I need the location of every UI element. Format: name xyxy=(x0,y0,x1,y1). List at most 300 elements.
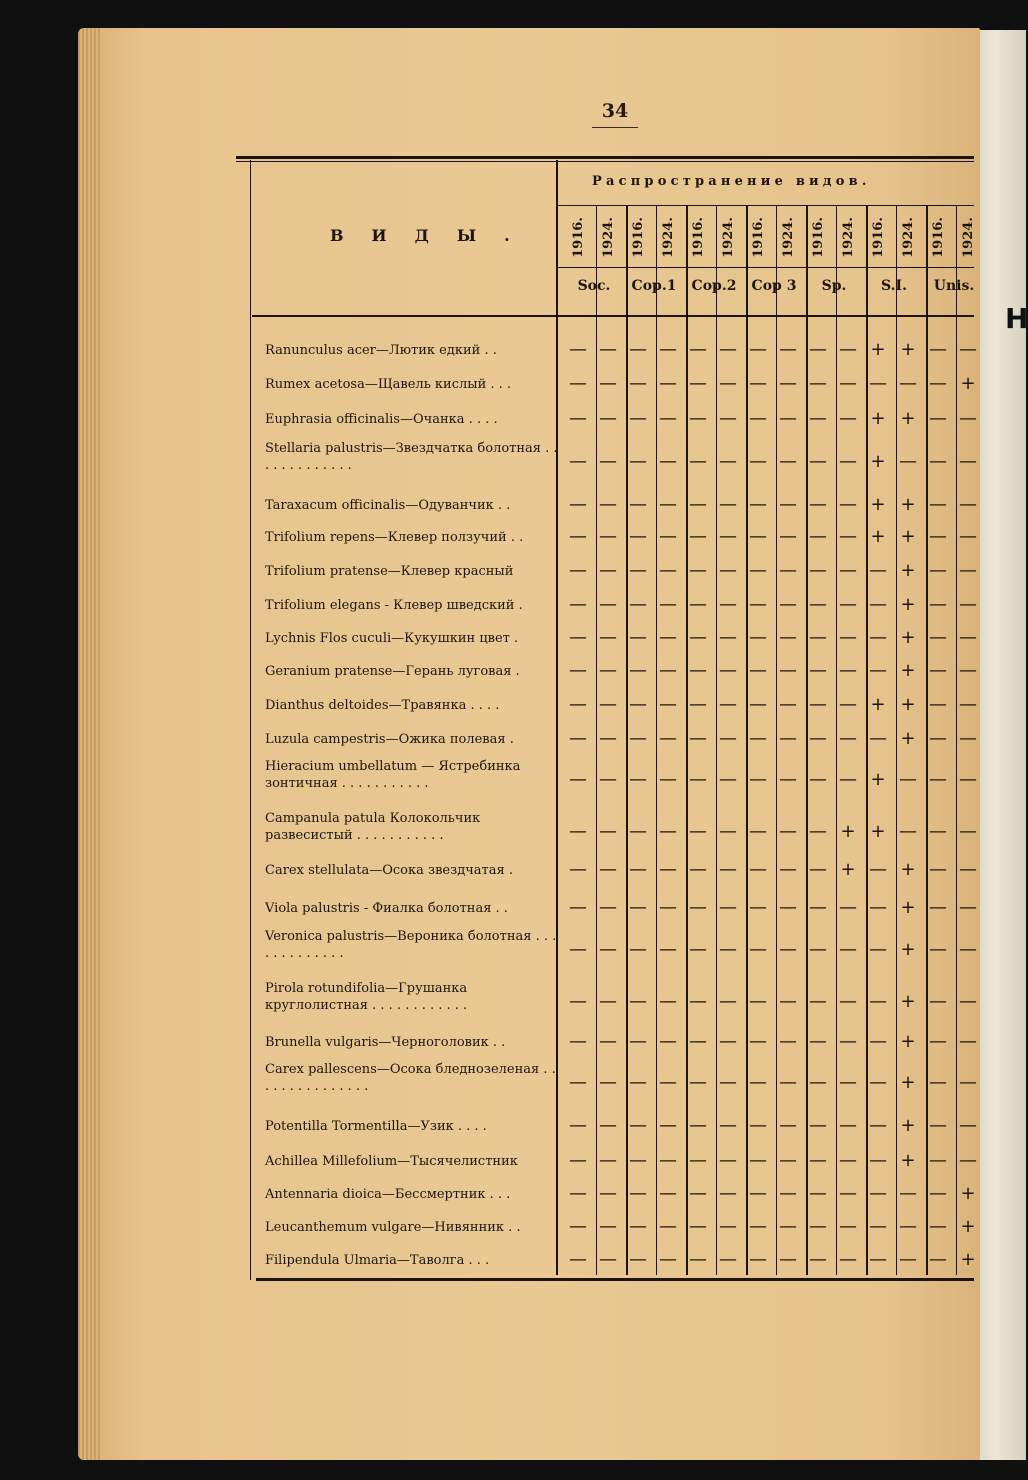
species-name: Stellaria palustris—Звездчатка болотная . . . . . . . . . . . . . xyxy=(265,441,558,473)
absence-mark: — xyxy=(629,694,647,715)
absence-mark: — xyxy=(749,660,767,681)
species-name: Geranium pratense—Герань луговая . xyxy=(265,664,520,679)
absence-mark: — xyxy=(569,1031,587,1052)
absence-mark: — xyxy=(929,728,947,749)
absence-mark: — xyxy=(719,660,737,681)
absence-mark: — xyxy=(839,728,857,749)
absence-mark: — xyxy=(839,1150,857,1171)
absence-mark: — xyxy=(749,526,767,547)
absence-mark: — xyxy=(599,660,617,681)
absence-mark: — xyxy=(569,728,587,749)
absence-mark: — xyxy=(569,373,587,394)
absence-mark: — xyxy=(689,627,707,648)
absence-mark: — xyxy=(809,859,827,880)
absence-mark: — xyxy=(719,1115,737,1136)
absence-mark: — xyxy=(959,991,977,1012)
presence-mark: + xyxy=(900,991,916,1012)
presence-mark: + xyxy=(900,594,916,615)
absence-mark: — xyxy=(599,859,617,880)
absence-mark: — xyxy=(839,897,857,918)
absence-mark: — xyxy=(779,408,797,429)
presence-mark: + xyxy=(840,821,856,842)
absence-mark: — xyxy=(809,494,827,515)
absence-mark: — xyxy=(959,1150,977,1171)
absence-mark: — xyxy=(689,1072,707,1093)
absence-mark: — xyxy=(809,728,827,749)
absence-mark: — xyxy=(749,991,767,1012)
absence-mark: — xyxy=(569,451,587,472)
absence-mark: — xyxy=(719,897,737,918)
absence-mark: — xyxy=(569,526,587,547)
presence-mark: + xyxy=(900,1072,916,1093)
absence-mark: — xyxy=(779,897,797,918)
absence-mark: — xyxy=(629,939,647,960)
absence-mark: — xyxy=(659,594,677,615)
presence-mark: + xyxy=(900,897,916,918)
absence-mark: — xyxy=(719,373,737,394)
absence-mark: — xyxy=(629,1150,647,1171)
absence-mark: — xyxy=(929,694,947,715)
column-divider xyxy=(656,205,657,1275)
absence-mark: — xyxy=(809,1115,827,1136)
absence-mark: — xyxy=(779,821,797,842)
species-name: Antennaria dioica—Бессмертник . . . xyxy=(265,1187,511,1202)
absence-mark: — xyxy=(869,1031,887,1052)
absence-mark: — xyxy=(929,339,947,360)
presence-mark: + xyxy=(900,939,916,960)
absence-mark: — xyxy=(869,1072,887,1093)
presence-mark: + xyxy=(900,526,916,547)
absence-mark: — xyxy=(929,627,947,648)
absence-mark: — xyxy=(779,1249,797,1270)
absence-mark: — xyxy=(719,1031,737,1052)
absence-mark: — xyxy=(959,594,977,615)
species-name: Veronica palustris—Вероника болотная . . . . . . . . . . . . . xyxy=(265,929,557,961)
absence-mark: — xyxy=(929,897,947,918)
absence-mark: — xyxy=(959,660,977,681)
absence-mark: — xyxy=(569,660,587,681)
absence-mark: — xyxy=(779,560,797,581)
absence-mark: — xyxy=(929,1249,947,1270)
presence-mark: + xyxy=(900,660,916,681)
absence-mark: — xyxy=(569,339,587,360)
absence-mark: — xyxy=(749,594,767,615)
absence-mark: — xyxy=(869,728,887,749)
absence-mark: — xyxy=(959,627,977,648)
absence-mark: — xyxy=(839,408,857,429)
absence-mark: — xyxy=(839,339,857,360)
absence-mark: — xyxy=(779,1072,797,1093)
year-label xyxy=(628,207,648,267)
absence-mark: — xyxy=(689,859,707,880)
year-text: 1924. xyxy=(600,216,616,258)
species-name: Euphrasia officinalis—Очанка . . . . xyxy=(265,412,498,427)
absence-mark: — xyxy=(959,1072,977,1093)
absence-mark: — xyxy=(659,1115,677,1136)
absence-mark: — xyxy=(929,1072,947,1093)
year-text: 1924. xyxy=(900,216,916,258)
page-number: 34 xyxy=(601,100,629,122)
absence-mark: — xyxy=(659,1249,677,1270)
absence-mark: — xyxy=(809,1072,827,1093)
absence-mark: — xyxy=(569,1216,587,1237)
absence-mark: — xyxy=(839,1031,857,1052)
abundance-group-label: S.I. xyxy=(881,278,907,294)
absence-mark: — xyxy=(929,1183,947,1204)
absence-mark: — xyxy=(599,1216,617,1237)
absence-mark: — xyxy=(599,1072,617,1093)
column-divider xyxy=(896,205,897,1275)
absence-mark: — xyxy=(899,769,917,790)
absence-mark: — xyxy=(929,373,947,394)
absence-mark: — xyxy=(689,939,707,960)
year-label xyxy=(658,207,678,267)
year-text: 1916. xyxy=(870,216,886,258)
species-name: Taraxacum officinalis—Одуванчик . . xyxy=(265,498,511,513)
absence-mark: — xyxy=(839,1216,857,1237)
presence-mark: + xyxy=(900,728,916,749)
table-top-rule xyxy=(236,156,974,159)
absence-mark: — xyxy=(809,408,827,429)
absence-mark: — xyxy=(959,526,977,547)
column-divider xyxy=(596,205,597,1275)
absence-mark: — xyxy=(959,728,977,749)
absence-mark: — xyxy=(959,821,977,842)
absence-mark: — xyxy=(719,408,737,429)
page-edges xyxy=(78,28,102,1460)
year-label xyxy=(718,207,738,267)
absence-mark: — xyxy=(689,373,707,394)
absence-mark: — xyxy=(659,728,677,749)
year-text: 1924. xyxy=(660,216,676,258)
absence-mark: — xyxy=(869,660,887,681)
absence-mark: — xyxy=(569,991,587,1012)
absence-mark: — xyxy=(779,991,797,1012)
absence-mark: — xyxy=(659,1183,677,1204)
absence-mark: — xyxy=(569,1115,587,1136)
absence-mark: — xyxy=(749,1072,767,1093)
absence-mark: — xyxy=(689,728,707,749)
absence-mark: — xyxy=(569,408,587,429)
absence-mark: — xyxy=(569,627,587,648)
absence-mark: — xyxy=(959,769,977,790)
absence-mark: — xyxy=(719,560,737,581)
year-label xyxy=(688,207,708,267)
presence-mark: + xyxy=(900,627,916,648)
presence-mark: + xyxy=(870,526,886,547)
absence-mark: — xyxy=(779,339,797,360)
absence-mark: — xyxy=(899,1183,917,1204)
absence-mark: — xyxy=(929,859,947,880)
absence-mark: — xyxy=(779,728,797,749)
absence-mark: — xyxy=(629,1115,647,1136)
absence-mark: — xyxy=(809,560,827,581)
absence-mark: — xyxy=(749,451,767,472)
year-text: 1916. xyxy=(630,216,646,258)
absence-mark: — xyxy=(839,494,857,515)
absence-mark: — xyxy=(809,594,827,615)
presence-mark: + xyxy=(960,373,976,394)
absence-mark: — xyxy=(599,991,617,1012)
species-name: Carex stellulata—Осока звездчатая . xyxy=(265,863,513,878)
species-name: Trifolium pratense—Клевер красный xyxy=(265,564,514,579)
absence-mark: — xyxy=(809,769,827,790)
year-text: 1916. xyxy=(930,216,946,258)
absence-mark: — xyxy=(749,821,767,842)
facing-page xyxy=(975,30,1026,1460)
absence-mark: — xyxy=(839,694,857,715)
absence-mark: — xyxy=(689,660,707,681)
absence-mark: — xyxy=(779,627,797,648)
absence-mark: — xyxy=(689,769,707,790)
year-label xyxy=(928,207,948,267)
absence-mark: — xyxy=(779,1183,797,1204)
absence-mark: — xyxy=(659,339,677,360)
absence-mark: — xyxy=(629,494,647,515)
absence-mark: — xyxy=(749,1183,767,1204)
absence-mark: — xyxy=(719,694,737,715)
absence-mark: — xyxy=(569,769,587,790)
absence-mark: — xyxy=(959,859,977,880)
year-label xyxy=(838,207,858,267)
absence-mark: — xyxy=(779,494,797,515)
absence-mark: — xyxy=(659,526,677,547)
species-name: Achillea Millefolium—Тысячелистник xyxy=(265,1154,518,1169)
absence-mark: — xyxy=(629,769,647,790)
species-column-heading: ВИДЫ. xyxy=(330,226,538,245)
absence-mark: — xyxy=(569,1183,587,1204)
absence-mark: — xyxy=(869,627,887,648)
absence-mark: — xyxy=(719,728,737,749)
absence-mark: — xyxy=(779,373,797,394)
absence-mark: — xyxy=(629,859,647,880)
absence-mark: — xyxy=(929,1216,947,1237)
absence-mark: — xyxy=(929,408,947,429)
absence-mark: — xyxy=(839,526,857,547)
absence-mark: — xyxy=(659,939,677,960)
absence-mark: — xyxy=(719,451,737,472)
absence-mark: — xyxy=(809,1150,827,1171)
absence-mark: — xyxy=(839,991,857,1012)
presence-mark: + xyxy=(900,1031,916,1052)
abundance-group-label: Soc. xyxy=(577,278,611,294)
absence-mark: — xyxy=(959,451,977,472)
year-text: 1916. xyxy=(810,216,826,258)
absence-mark: — xyxy=(809,451,827,472)
absence-mark: — xyxy=(629,1072,647,1093)
absence-mark: — xyxy=(809,1216,827,1237)
absence-mark: — xyxy=(569,1249,587,1270)
absence-mark: — xyxy=(689,451,707,472)
absence-mark: — xyxy=(749,939,767,960)
absence-mark: — xyxy=(569,859,587,880)
absence-mark: — xyxy=(689,560,707,581)
absence-mark: — xyxy=(779,526,797,547)
absence-mark: — xyxy=(749,859,767,880)
absence-mark: — xyxy=(629,408,647,429)
absence-mark: — xyxy=(659,769,677,790)
absence-mark: — xyxy=(869,1249,887,1270)
species-name: Dianthus deltoides—Травянка . . . . xyxy=(265,698,500,713)
absence-mark: — xyxy=(779,451,797,472)
absence-mark: — xyxy=(869,897,887,918)
absence-mark: — xyxy=(689,1150,707,1171)
absence-mark: — xyxy=(929,1150,947,1171)
absence-mark: — xyxy=(569,1150,587,1171)
absence-mark: — xyxy=(719,769,737,790)
year-row-rule xyxy=(558,267,974,268)
absence-mark: — xyxy=(689,821,707,842)
absence-mark: — xyxy=(929,494,947,515)
absence-mark: — xyxy=(719,1183,737,1204)
absence-mark: — xyxy=(659,859,677,880)
absence-mark: — xyxy=(959,339,977,360)
abundance-group-label: Unis. xyxy=(933,278,975,294)
species-name: Hieracium umbellatum — Ястребинка зонтичная . . . . . . . . . . . xyxy=(265,759,521,791)
absence-mark: — xyxy=(779,1115,797,1136)
absence-mark: — xyxy=(779,769,797,790)
presence-mark: + xyxy=(840,859,856,880)
absence-mark: — xyxy=(599,1183,617,1204)
absence-mark: — xyxy=(569,939,587,960)
absence-mark: — xyxy=(869,1150,887,1171)
absence-mark: — xyxy=(629,560,647,581)
absence-mark: — xyxy=(839,1183,857,1204)
absence-mark: — xyxy=(689,1031,707,1052)
year-text: 1924. xyxy=(840,216,856,258)
page-number-underline xyxy=(592,127,638,128)
absence-mark: — xyxy=(569,1072,587,1093)
absence-mark: — xyxy=(839,769,857,790)
absence-mark: — xyxy=(569,821,587,842)
absence-mark: — xyxy=(719,859,737,880)
absence-mark: — xyxy=(689,1249,707,1270)
species-column-divider xyxy=(556,160,558,1275)
year-label xyxy=(958,207,978,267)
absence-mark: — xyxy=(689,339,707,360)
species-name: Leucanthemum vulgare—Нивянник . . xyxy=(265,1220,521,1235)
absence-mark: — xyxy=(749,1150,767,1171)
presence-mark: + xyxy=(900,1115,916,1136)
absence-mark: — xyxy=(869,1216,887,1237)
absence-mark: — xyxy=(659,821,677,842)
year-text: 1916. xyxy=(570,216,586,258)
absence-mark: — xyxy=(659,494,677,515)
presence-mark: + xyxy=(900,560,916,581)
absence-mark: — xyxy=(869,1183,887,1204)
year-label xyxy=(868,207,888,267)
absence-mark: — xyxy=(809,660,827,681)
absence-mark: — xyxy=(869,594,887,615)
year-label xyxy=(598,207,618,267)
absence-mark: — xyxy=(629,728,647,749)
absence-mark: — xyxy=(599,1031,617,1052)
absence-mark: — xyxy=(959,1031,977,1052)
table-bottom-rule xyxy=(256,1278,974,1281)
species-name: Campanula patula Колокольчик развесистый . . . . . . . . . . . xyxy=(265,811,481,843)
presence-mark: + xyxy=(870,339,886,360)
absence-mark: — xyxy=(869,859,887,880)
absence-mark: — xyxy=(659,694,677,715)
absence-mark: — xyxy=(749,1031,767,1052)
absence-mark: — xyxy=(929,1115,947,1136)
absence-mark: — xyxy=(719,526,737,547)
absence-mark: — xyxy=(749,627,767,648)
absence-mark: — xyxy=(749,339,767,360)
absence-mark: — xyxy=(749,1115,767,1136)
absence-mark: — xyxy=(779,1031,797,1052)
absence-mark: — xyxy=(629,897,647,918)
absence-mark: — xyxy=(599,1115,617,1136)
absence-mark: — xyxy=(959,897,977,918)
absence-mark: — xyxy=(599,627,617,648)
absence-mark: — xyxy=(659,560,677,581)
absence-mark: — xyxy=(659,897,677,918)
absence-mark: — xyxy=(629,627,647,648)
absence-mark: — xyxy=(599,939,617,960)
header-title-rule xyxy=(558,205,974,206)
absence-mark: — xyxy=(629,451,647,472)
absence-mark: — xyxy=(599,1249,617,1270)
absence-mark: — xyxy=(809,1183,827,1204)
absence-mark: — xyxy=(689,897,707,918)
presence-mark: + xyxy=(900,859,916,880)
species-name: Brunella vulgaris—Черноголовик . . xyxy=(265,1035,506,1050)
absence-mark: — xyxy=(689,526,707,547)
absence-mark: — xyxy=(749,728,767,749)
absence-mark: — xyxy=(689,594,707,615)
absence-mark: — xyxy=(749,560,767,581)
column-divider xyxy=(956,205,957,1275)
absence-mark: — xyxy=(599,560,617,581)
absence-mark: — xyxy=(719,821,737,842)
abundance-group-label: Cop.1 xyxy=(631,278,677,294)
absence-mark: — xyxy=(809,1249,827,1270)
presence-mark: + xyxy=(960,1249,976,1270)
absence-mark: — xyxy=(959,560,977,581)
absence-mark: — xyxy=(749,694,767,715)
absence-mark: — xyxy=(629,1183,647,1204)
absence-mark: — xyxy=(599,728,617,749)
absence-mark: — xyxy=(629,339,647,360)
abundance-group-label: Cop.2 xyxy=(691,278,737,294)
absence-mark: — xyxy=(839,373,857,394)
species-name: Trifolium elegans - Клевер шведский . xyxy=(265,598,523,613)
year-label xyxy=(568,207,588,267)
absence-mark: — xyxy=(869,991,887,1012)
species-name: Potentilla Tormentilla—Узик . . . . xyxy=(265,1119,487,1134)
species-column-left-rule xyxy=(250,160,251,1280)
absence-mark: — xyxy=(659,408,677,429)
absence-mark: — xyxy=(599,408,617,429)
absence-mark: — xyxy=(929,660,947,681)
absence-mark: — xyxy=(689,694,707,715)
absence-mark: — xyxy=(839,939,857,960)
species-name: Luzula campestris—Ожика полевая . xyxy=(265,732,514,747)
absence-mark: — xyxy=(809,373,827,394)
year-text: 1924. xyxy=(960,216,976,258)
absence-mark: — xyxy=(779,660,797,681)
absence-mark: — xyxy=(689,991,707,1012)
presence-mark: + xyxy=(900,694,916,715)
absence-mark: — xyxy=(959,939,977,960)
year-text: 1924. xyxy=(720,216,736,258)
absence-mark: — xyxy=(779,939,797,960)
absence-mark: — xyxy=(719,339,737,360)
absence-mark: — xyxy=(749,897,767,918)
table-top-rule-thin xyxy=(236,161,974,162)
absence-mark: — xyxy=(659,373,677,394)
